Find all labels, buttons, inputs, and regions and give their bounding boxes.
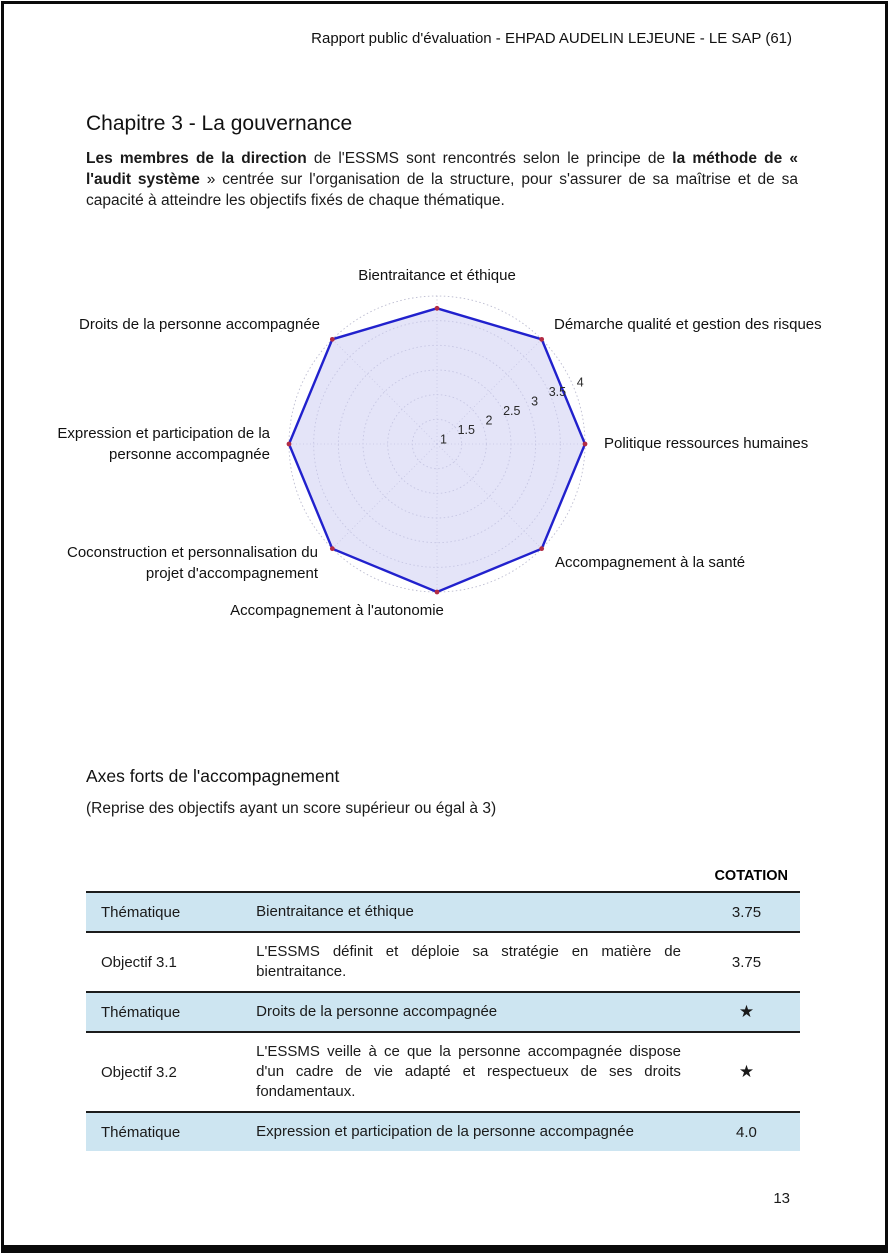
row-text-cell: Bientraitance et éthique (255, 892, 693, 932)
radar-tick-label: 2.5 (503, 404, 521, 418)
star-rating-icon: ★ (738, 1002, 755, 1021)
radar-data-point (330, 337, 335, 342)
row-label-cell: Thématique (86, 892, 255, 932)
page-header: Rapport public d'évaluation - EHPAD AUDELIN LEJEUNE - LE SAP (61) (311, 30, 792, 47)
table-row-objectif (86, 1032, 800, 1112)
chapter-title: Chapitre 3 - La gouvernance (86, 112, 353, 135)
radar-axis-label: Démarche qualité et gestion des risques (554, 316, 822, 333)
radar-axis-label: personne accompagnée (109, 446, 270, 463)
radar-axis-label: Bientraitance et éthique (358, 267, 516, 284)
cotation-column-header: COTATION (714, 868, 788, 884)
radar-axis-label: Expression et participation de la (57, 425, 270, 442)
section-title: Axes forts de l'accompagnement (86, 766, 340, 786)
row-cotation-cell: 4.0 (693, 1112, 800, 1151)
row-text-cell: Expression et participation de la personne accompagnée (255, 1112, 693, 1151)
radar-data-point (287, 442, 292, 447)
table-row-thematique (86, 992, 800, 1032)
row-cotation-cell (693, 1032, 800, 1112)
radar-data-point (583, 442, 588, 447)
intro-text-2: » centrée sur l'organisation de la structure, pour s'assurer de sa maîtrise et de sa capacité à atteindre les objectifs fixés de chaque thématique. (86, 171, 798, 209)
row-text-cell: Droits de la personne accompagnée (255, 992, 693, 1032)
table-row-thematique (86, 892, 800, 932)
intro-text-1: de l'ESSMS sont rencontrés selon le principe de (306, 150, 673, 167)
row-label-cell: Thématique (86, 992, 255, 1032)
row-label-cell: Objectif 3.2 (86, 1032, 255, 1112)
intro-bold-1: Les membres de la direction (86, 150, 307, 167)
radar-tick-label: 2 (485, 413, 493, 428)
row-cotation-cell: 3.75 (693, 892, 800, 932)
radar-tick-label: 3 (531, 394, 539, 409)
radar-tick-label: 1.5 (457, 422, 475, 437)
radar-data-point (539, 546, 544, 551)
section-subtitle: (Reprise des objectifs ayant un score supérieur ou égal à 3) (86, 800, 497, 817)
page-number: 13 (773, 1190, 790, 1207)
star-rating-icon: ★ (738, 1062, 755, 1081)
row-label-cell: Thématique (86, 1112, 255, 1151)
table-row-thematique (86, 1112, 800, 1151)
radar-data-point (435, 590, 440, 595)
row-cotation-cell (693, 992, 800, 1032)
radar-axis-label: projet d'accompagnement (145, 565, 318, 582)
radar-data-point (539, 337, 544, 342)
radar-data-point (435, 306, 440, 311)
radar-data-point (330, 546, 335, 551)
row-text-cell: L'ESSMS définit et déploie sa stratégie en matière de bientraitance. (255, 932, 693, 992)
intro-paragraph (86, 148, 798, 211)
row-cotation-cell: 3.75 (693, 932, 800, 992)
radar-tick-label: 1 (440, 432, 447, 447)
cotation-table (86, 891, 800, 1151)
radar-chart (57, 263, 837, 635)
radar-chart-svg (57, 263, 837, 635)
row-text-cell: L'ESSMS veille à ce que la personne accompagnée dispose d'un cadre de vie adapté et respectueux de ses droits fondamentaux. (255, 1032, 693, 1112)
radar-axis-label: Coconstruction et personnalisation du (67, 544, 318, 561)
row-label-cell: Objectif 3.1 (86, 932, 255, 992)
radar-tick-label: 4 (576, 375, 584, 390)
radar-axis-label: Politique ressources humaines (604, 435, 809, 452)
radar-tick-label: 3.5 (548, 385, 567, 400)
radar-axis-label: Accompagnement à l'autonomie (230, 602, 444, 619)
radar-axis-label: Droits de la personne accompagnée (79, 316, 320, 333)
intro-bold-2: la méthode de « l'audit système (86, 150, 798, 188)
table-row-objectif (86, 932, 800, 992)
radar-axis-label: Accompagnement à la santé (555, 554, 746, 571)
